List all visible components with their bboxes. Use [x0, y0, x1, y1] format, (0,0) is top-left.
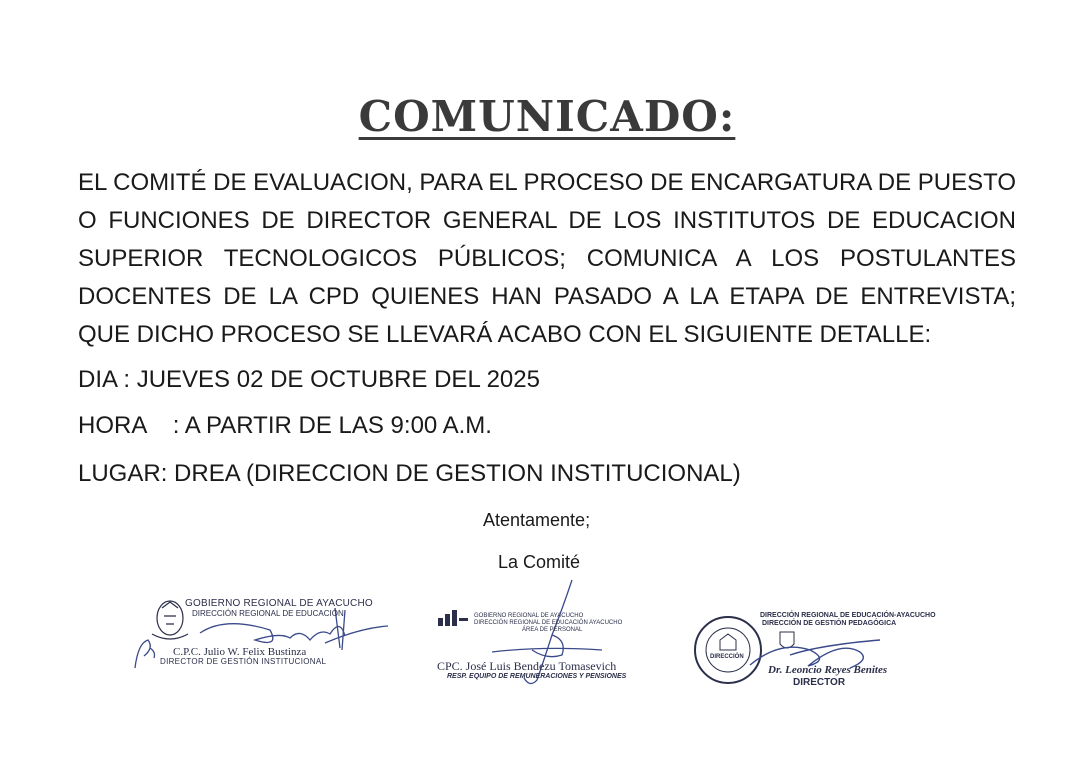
signatory-name: C.P.C. Julio W. Felix Bustinza: [173, 646, 307, 658]
signatory-role: DIRECTOR DE GESTIÓN INSTITUCIONAL: [160, 657, 327, 666]
signature-org-line2: DIRECCIÓN REGIONAL DE EDUCACIÓN: [192, 609, 344, 618]
detail-time: HORA : A PARTIR DE LAS 9:00 A.M.: [78, 412, 492, 439]
signature-block-3: [690, 610, 936, 695]
signatory-role: RESP. EQUIPO DE REMUNERACIONES Y PENSIONES: [447, 673, 627, 680]
logo-icon: [438, 610, 468, 626]
round-seal-icon: [695, 617, 761, 683]
signature-org-line1: GOBIERNO REGIONAL DE AYACUCHO: [474, 613, 584, 619]
signature-org-line2: DIRECCIÓN REGIONAL DE EDUCACIÓN AYACUCHO: [474, 620, 623, 626]
seal-label: DIRECCIÓN: [710, 654, 744, 660]
signature-block-1: [130, 588, 400, 683]
signature-org-line2: DIRECCIÓN DE GESTIÓN PEDAGÓGICA: [762, 620, 897, 627]
signatory-role: DIRECTOR: [793, 677, 846, 688]
detail-day: DIA : JUEVES 02 DE OCTUBRE DEL 2025: [78, 366, 540, 393]
signature-block-2: [432, 580, 632, 690]
shield-icon: [780, 632, 794, 648]
signature-org-line1: GOBIERNO REGIONAL DE AYACUCHO: [185, 598, 373, 609]
signature-org-line3: ÁREA DE PERSONAL: [522, 627, 583, 633]
signature-org-line1: DIRECCIÓN REGIONAL DE EDUCACIÓN-AYACUCHO: [760, 612, 936, 619]
detail-place: LUGAR: DREA (DIRECCION DE GESTION INSTITUCIONAL): [78, 460, 741, 487]
closing-salutation: Atentamente;: [483, 510, 591, 530]
signatory-name: CPC. José Luis Bendezu Tomasevich: [437, 659, 617, 673]
closing-signoff: La Comité: [498, 552, 581, 572]
page-title: COMUNICADO:: [358, 92, 736, 141]
signatory-name: Dr. Leoncio Reyes Benites: [768, 664, 888, 676]
announcement-body: EL COMITÉ DE EVALUACION, PARA EL PROCESO DE ENCARGATURA DE PUESTO O FUNCIONES DE DIRECTOR GENERAL DE LOS INSTITUTOS DE EDUCACION SUPERIOR TECNOLOGICOS PÚBLICOS; COMUNICA A LOS POSTULANTES DOCENTES DE LA CPD QUIENES HAN PASADO A LA ETAPA DE ENTREVISTA; QUE DICHO PROCESO SE LLEVARÁ ACABO CON EL SIGUIENTE DETALLE:: [78, 169, 1016, 348]
